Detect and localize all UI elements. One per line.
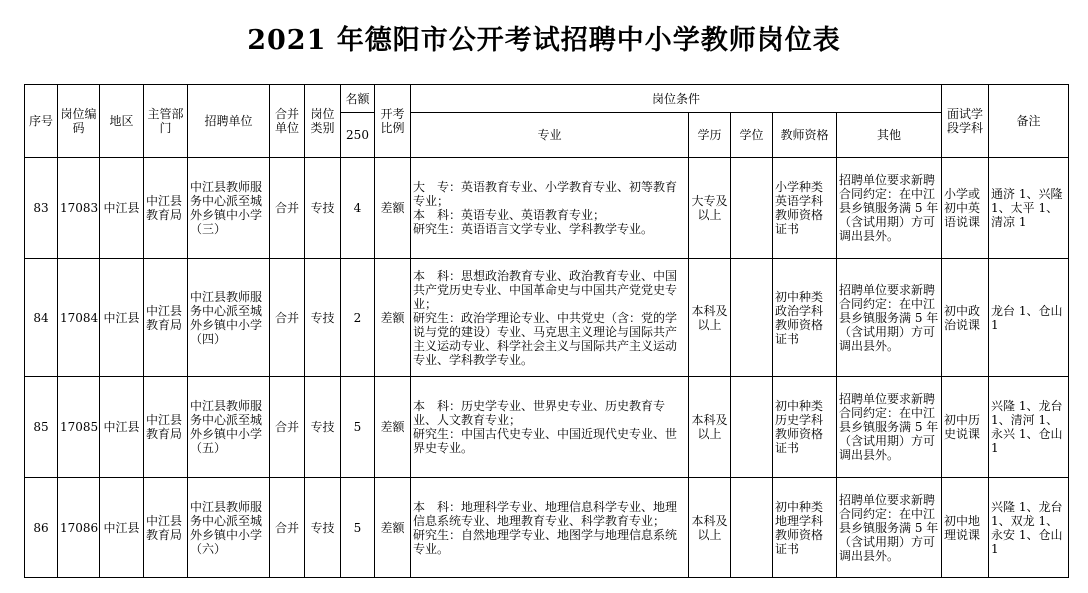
cell-ratio: 差额 — [375, 377, 411, 478]
header-seq: 序号 — [25, 85, 58, 158]
cell-seq: 83 — [25, 158, 58, 259]
cell-code: 17085 — [58, 377, 100, 478]
cell-seq: 86 — [25, 478, 58, 578]
cell-ratio: 差额 — [375, 158, 411, 259]
cell-major: 大 专：英语教育专业、小学教育专业、初等教育专业； 本 科：英语专业、英语教育专业； 研究生：英语语言文学专业、学科教学专业。 — [411, 158, 689, 259]
cell-code: 17083 — [58, 158, 100, 259]
cell-other: 招聘单位要求新聘合同约定：在中江县乡镇服务满 5 年（含试用期）方可调出县外。 — [837, 377, 942, 478]
header-cert: 教师资格 — [773, 113, 837, 158]
positions-table — [24, 84, 1069, 578]
cell-code: 17086 — [58, 478, 100, 578]
header-code: 岗位编码 — [58, 85, 100, 158]
cell-region: 中江县 — [100, 158, 144, 259]
cell-merge: 合并 — [270, 259, 305, 377]
cell-degree — [731, 259, 773, 377]
cell-degree — [731, 478, 773, 578]
cell-subject: 初中政治说课 — [942, 259, 989, 377]
cell-edu: 本科及以上 — [689, 377, 731, 478]
header-degree: 学位 — [731, 113, 773, 158]
header-quota-total: 250 — [341, 113, 375, 158]
cell-edu: 大专及以上 — [689, 158, 731, 259]
header-conditions: 岗位条件 — [411, 85, 942, 113]
cell-cert: 初中种类地理学科教师资格证书 — [773, 478, 837, 578]
header-unit: 招聘单位 — [188, 85, 270, 158]
cell-major: 本 科：地理科学专业、地理信息科学专业、地理信息系统专业、地理教育专业、科学教育专业； 研究生：自然地理学专业、地图学与地理信息系统专业。 — [411, 478, 689, 578]
header-subject: 面试学段学科 — [942, 85, 989, 158]
cell-seq: 85 — [25, 377, 58, 478]
cell-type: 专技 — [305, 478, 341, 578]
cell-quota: 5 — [341, 478, 375, 578]
header-merge: 合并单位 — [270, 85, 305, 158]
cell-quota: 5 — [341, 377, 375, 478]
cell-dept: 中江县教育局 — [144, 377, 188, 478]
cell-type: 专技 — [305, 158, 341, 259]
cell-remark: 兴隆 1、龙台 1、双龙 1、永安 1、仓山 1 — [989, 478, 1069, 578]
table-row — [25, 377, 1069, 478]
cell-major: 本 科：思想政治教育专业、政治教育专业、中国共产党历史专业、中国革命史与中国共产党党史专业； 研究生：政治学理论专业、中共党史（含：党的学说与党的建设）专业、马克思主义理论与国际共产主义运动专业、科学社会主义与国际共产主义运动专业、学科教学专业。 — [411, 259, 689, 377]
header-region: 地区 — [100, 85, 144, 158]
cell-quota: 2 — [341, 259, 375, 377]
cell-region: 中江县 — [100, 377, 144, 478]
cell-code: 17084 — [58, 259, 100, 377]
cell-type: 专技 — [305, 259, 341, 377]
cell-type: 专技 — [305, 377, 341, 478]
header-major: 专业 — [411, 113, 689, 158]
cell-merge: 合并 — [270, 377, 305, 478]
cell-region: 中江县 — [100, 478, 144, 578]
cell-unit: 中江县教师服务中心派至城外乡镇中小学（三） — [188, 158, 270, 259]
cell-ratio: 差额 — [375, 478, 411, 578]
cell-subject: 初中历史说课 — [942, 377, 989, 478]
page-title: 2021 年德阳市公开考试招聘中小学教师岗位表 — [247, 25, 841, 56]
cell-cert: 初中种类历史学科教师资格证书 — [773, 377, 837, 478]
cell-other: 招聘单位要求新聘合同约定：在中江县乡镇服务满 5 年（含试用期）方可调出县外。 — [837, 478, 942, 578]
cell-remark: 兴隆 1、龙台 1、清河 1、永兴 1、仓山 1 — [989, 377, 1069, 478]
cell-unit: 中江县教师服务中心派至城外乡镇中小学（四） — [188, 259, 270, 377]
header-other: 其他 — [837, 113, 942, 158]
cell-unit: 中江县教师服务中心派至城外乡镇中小学（五） — [188, 377, 270, 478]
header-dept: 主管部门 — [144, 85, 188, 158]
cell-dept: 中江县教育局 — [144, 259, 188, 377]
cell-dept: 中江县教育局 — [144, 158, 188, 259]
table-row — [25, 158, 1069, 259]
cell-cert: 初中种类政治学科教师资格证书 — [773, 259, 837, 377]
cell-merge: 合并 — [270, 158, 305, 259]
cell-cert: 小学种类英语学科教师资格证书 — [773, 158, 837, 259]
header-edu: 学历 — [689, 113, 731, 158]
cell-edu: 本科及以上 — [689, 478, 731, 578]
cell-subject: 小学或初中英语说课 — [942, 158, 989, 259]
cell-remark: 通济 1、兴隆 1、太平 1、清凉 1 — [989, 158, 1069, 259]
cell-quota: 4 — [341, 158, 375, 259]
cell-subject: 初中地理说课 — [942, 478, 989, 578]
cell-major: 本 科：历史学专业、世界史专业、历史教育专业、人文教育专业； 研究生：中国古代史专业、中国近现代史专业、世界史专业。 — [411, 377, 689, 478]
header-remark: 备注 — [989, 85, 1069, 158]
cell-merge: 合并 — [270, 478, 305, 578]
cell-degree — [731, 158, 773, 259]
cell-remark: 龙台 1、仓山 1 — [989, 259, 1069, 377]
cell-dept: 中江县教育局 — [144, 478, 188, 578]
header-ratio: 开考比例 — [375, 85, 411, 158]
table-row — [25, 259, 1069, 377]
table-row — [25, 478, 1069, 578]
cell-unit: 中江县教师服务中心派至城外乡镇中小学（六） — [188, 478, 270, 578]
cell-other: 招聘单位要求新聘合同约定：在中江县乡镇服务满 5 年（含试用期）方可调出县外。 — [837, 259, 942, 377]
cell-region: 中江县 — [100, 259, 144, 377]
cell-edu: 本科及以上 — [689, 259, 731, 377]
cell-ratio: 差额 — [375, 259, 411, 377]
cell-degree — [731, 377, 773, 478]
cell-seq: 84 — [25, 259, 58, 377]
header-quota: 名额 — [341, 85, 375, 113]
cell-other: 招聘单位要求新聘合同约定：在中江县乡镇服务满 5 年（含试用期）方可调出县外。 — [837, 158, 942, 259]
header-type: 岗位类别 — [305, 85, 341, 158]
